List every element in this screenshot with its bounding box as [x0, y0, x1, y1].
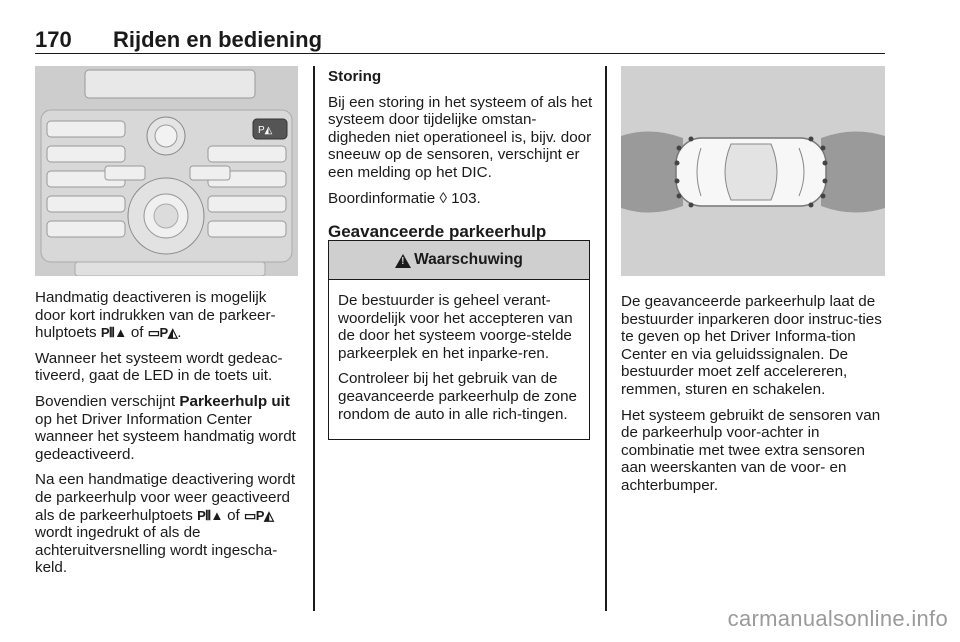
paragraph-dic-message: Bovendien verschijnt Parkeerhulp uit op het Driver Information Center wanneer het systeem handmatig wordt gedeactiveerd.: [35, 392, 296, 463]
column-divider-left: [313, 66, 315, 611]
boordinfo-line: Boordinformatie ◊ 103.: [328, 189, 481, 207]
storing-title: Storing: [328, 68, 382, 85]
storing-text: Bij een storing in het systeem of als het systeem door tijdelijke omstan-digheden niet operationeel is, bijv. door sneeuw op de sensoren, verschijnt er een melding op het DIC.: [328, 93, 593, 181]
left-column: [35, 289, 300, 585]
watermark: carmanualsonline.info: [727, 606, 948, 631]
warning-header: [329, 241, 589, 280]
right-column: [621, 293, 887, 503]
chapter-title: Rijden en bediening: [113, 27, 323, 52]
warning-paragraph-2: Controleer bij het gebruik van de geavanceerde parkeerhulp de zone rondom de auto in alle rich-tingen.: [338, 370, 577, 423]
section-title: Geavanceerde parkeerhulp: [328, 222, 547, 242]
park-assist-button-icon: P⦀▲: [100, 325, 127, 341]
control-panel-illustration: [35, 66, 298, 276]
middle-column: [328, 68, 596, 253]
warning-body: [329, 280, 589, 439]
warning-paragraph-1: De bestuurder is geheel verant-woordelijk voor het accepteren van de door het systeem voorge-stelde parkeerplek en het inparke-ren.: [338, 292, 573, 362]
page-number: 170: [35, 27, 72, 52]
warning-triangle-icon: [395, 254, 411, 268]
paragraph-advanced-intro: De geavanceerde parkeerhulp laat de bestuurder inparkeren door instruc-ties te geven op het Driver Informa-tion Center en via geluidssignalen. De bestuurder moet zelf accelereren, remmen, sturen en schakelen.: [621, 293, 882, 398]
park-assist-button-icon: P⦀▲: [197, 507, 223, 523]
page-ref-link[interactable]: ◊ 103.: [439, 189, 481, 207]
paragraph-reactivate: Na een handmatige deactivering wordt de parkeerhulp voor weer geactiveerd als de parkeerhulptoets P⦀▲ of ▭P◭ wordt ingedrukt of als de achteruitversnelling wordt ingescha-keld.: [35, 471, 296, 577]
advanced-park-assist-icon: ▭P◭: [147, 325, 178, 341]
advanced-park-assist-icon: ▭P◭: [243, 507, 274, 523]
column-divider-right: [605, 66, 607, 611]
paragraph-led: Wanneer het systeem wordt gedeac-tiveerd, gaat de LED in de toets uit.: [35, 349, 283, 385]
warning-title: Waarschuwing: [414, 251, 523, 268]
car-sensor-zones-illustration: [621, 66, 885, 276]
page-header: [35, 27, 885, 54]
warning-box: [328, 240, 590, 440]
svg-text:P◭: P◭: [258, 125, 273, 136]
paragraph-sensors: Het systeem gebruikt de sensoren van de parkeerhulp voor-achter in combinatie met twee extra sensoren aan weerskanten van de voor- en achterbumper.: [621, 406, 881, 494]
paragraph-deactivate: Handmatig deactiveren is mogelijk door kort indrukken van de parkeer-hulptoets P⦀▲ of ▭P◭.: [35, 289, 276, 342]
